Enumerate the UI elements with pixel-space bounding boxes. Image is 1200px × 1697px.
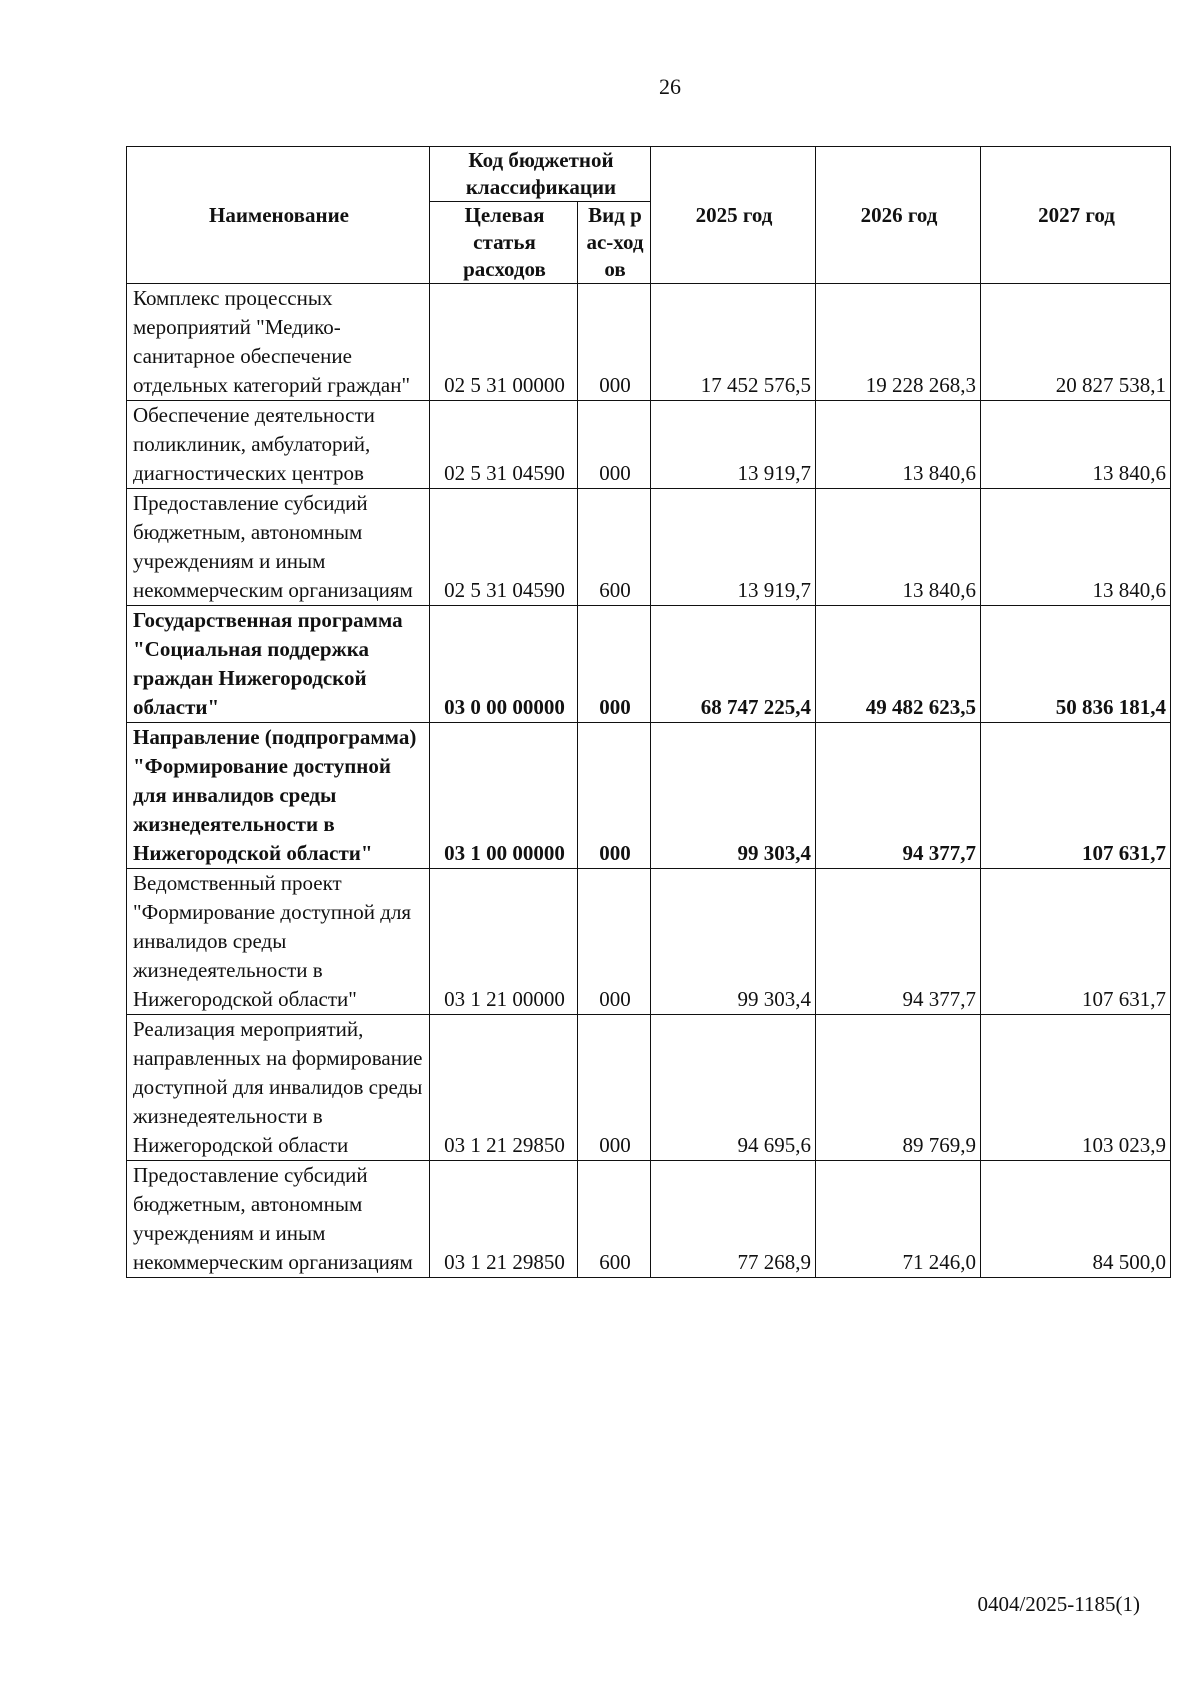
row-code: 02 5 31 00000	[430, 284, 578, 401]
row-name: Реализация мероприятий, направленных на формирование доступной для инвалидов среды жизнедеятельности в Нижегородской области	[127, 1015, 430, 1161]
row-2026: 94 377,7	[816, 869, 981, 1015]
row-2026: 19 228 268,3	[816, 284, 981, 401]
row-name: Направление (подпрограмма) "Формирование доступной для инвалидов среды жизнедеятельности в Нижегородской области"	[127, 723, 430, 869]
header-year-2027: 2027 год	[981, 147, 1171, 284]
row-2025: 94 695,6	[651, 1015, 816, 1161]
row-name: Предоставление субсидий бюджетным, автономным учреждениям и иным некоммерческим организациям	[127, 1161, 430, 1278]
row-code: 03 1 00 00000	[430, 723, 578, 869]
row-2026: 13 840,6	[816, 401, 981, 489]
row-code: 02 5 31 04590	[430, 489, 578, 606]
row-2025: 77 268,9	[651, 1161, 816, 1278]
row-2027: 20 827 538,1	[981, 284, 1171, 401]
budget-table	[126, 146, 1171, 1278]
row-2026: 13 840,6	[816, 489, 981, 606]
row-code: 03 1 21 00000	[430, 869, 578, 1015]
row-name: Обеспечение деятельности поликлиник, амбулаторий, диагностических центров	[127, 401, 430, 489]
table-row	[127, 869, 1171, 1015]
row-2025: 13 919,7	[651, 489, 816, 606]
row-2027: 84 500,0	[981, 1161, 1171, 1278]
row-2026: 49 482 623,5	[816, 606, 981, 723]
row-kind: 000	[578, 284, 651, 401]
row-kind: 000	[578, 401, 651, 489]
table-row	[127, 489, 1171, 606]
row-2027: 50 836 181,4	[981, 606, 1171, 723]
row-code: 03 1 21 29850	[430, 1161, 578, 1278]
row-name: Государственная программа "Социальная поддержка граждан Нижегородской области"	[127, 606, 430, 723]
row-2027: 103 023,9	[981, 1015, 1171, 1161]
row-2025: 17 452 576,5	[651, 284, 816, 401]
table-row	[127, 401, 1171, 489]
header-year-2026: 2026 год	[816, 147, 981, 284]
row-2025: 99 303,4	[651, 869, 816, 1015]
table-row-bold	[127, 723, 1171, 869]
page-number: 26	[659, 74, 681, 99]
header-year-2025: 2025 год	[651, 147, 816, 284]
row-2026: 71 246,0	[816, 1161, 981, 1278]
row-2027: 13 840,6	[981, 401, 1171, 489]
header-name: Наименование	[127, 147, 430, 284]
header-target-article: Целевая статья расходов	[430, 202, 578, 284]
header-code-group: Код бюджетной классификации	[430, 147, 651, 202]
table-row	[127, 1161, 1171, 1278]
table-row	[127, 284, 1171, 401]
row-code: 03 0 00 00000	[430, 606, 578, 723]
row-2026: 89 769,9	[816, 1015, 981, 1161]
row-kind: 000	[578, 606, 651, 723]
table-header	[127, 147, 1171, 284]
row-2025: 13 919,7	[651, 401, 816, 489]
row-name: Комплекс процессных мероприятий "Медико-санитарное обеспечение отдельных категорий граждан"	[127, 284, 430, 401]
row-code: 03 1 21 29850	[430, 1015, 578, 1161]
row-kind: 000	[578, 1015, 651, 1161]
row-2025: 68 747 225,4	[651, 606, 816, 723]
row-2025: 99 303,4	[651, 723, 816, 869]
row-kind: 600	[578, 1161, 651, 1278]
row-kind: 600	[578, 489, 651, 606]
header-expense-kind: Вид рас-ходов	[578, 202, 651, 284]
table-row	[127, 1015, 1171, 1161]
row-2027: 107 631,7	[981, 723, 1171, 869]
row-2026: 94 377,7	[816, 723, 981, 869]
row-code: 02 5 31 04590	[430, 401, 578, 489]
row-name: Предоставление субсидий бюджетным, автономным учреждениям и иным некоммерческим организациям	[127, 489, 430, 606]
row-kind: 000	[578, 723, 651, 869]
document-number: 0404/2025-1185(1)	[977, 1592, 1140, 1616]
table-row-bold	[127, 606, 1171, 723]
row-kind: 000	[578, 869, 651, 1015]
row-2027: 13 840,6	[981, 489, 1171, 606]
row-name: Ведомственный проект "Формирование доступной для инвалидов среды жизнедеятельности в Нижегородской области"	[127, 869, 430, 1015]
row-2027: 107 631,7	[981, 869, 1171, 1015]
